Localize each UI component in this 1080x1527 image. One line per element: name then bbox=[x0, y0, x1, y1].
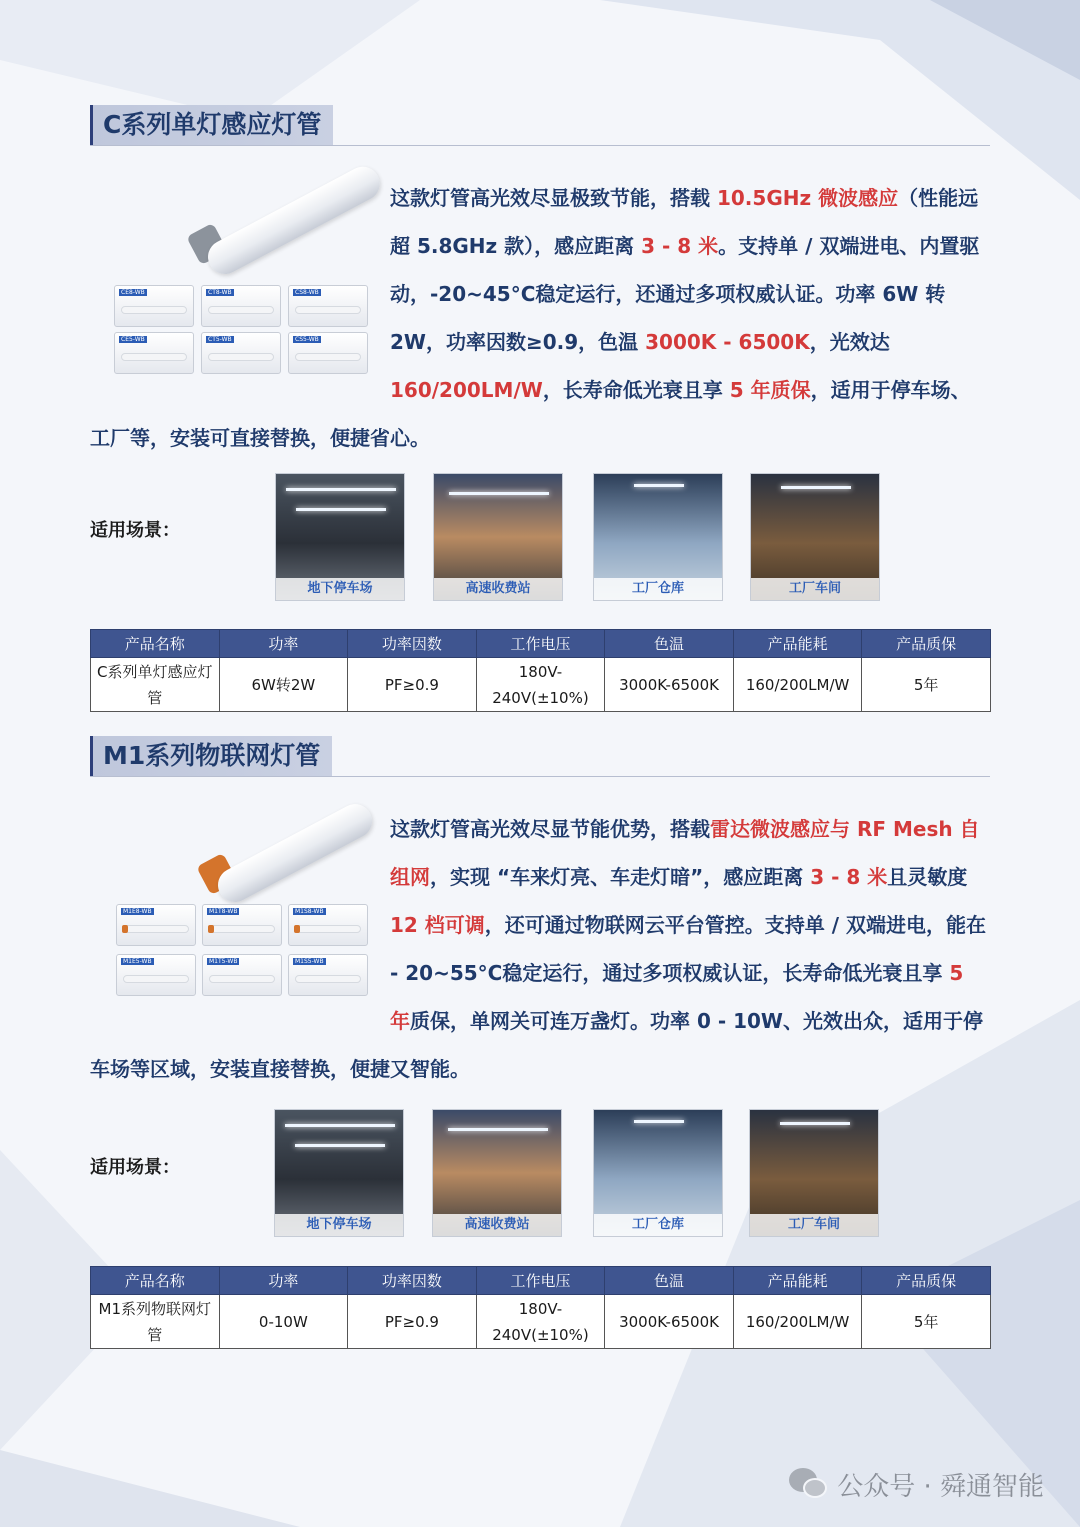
body-text: （性能远超 5.8GHz 款），感应距离 bbox=[390, 186, 979, 258]
highlight-text: 3 - 8 米 bbox=[810, 865, 888, 889]
highlight-text: 160/200LM/W bbox=[390, 378, 543, 402]
body-text: 质保，单网关可连万盏灯。功率 0 - 10W、光效出众，适用于停车场等区域，安装直接替换，便捷又智能。 bbox=[90, 1009, 983, 1081]
section-divider bbox=[90, 145, 990, 146]
highlight-text: 10.5GHz 微波感应 bbox=[716, 186, 899, 210]
scene-image-parking: 地下停车场 bbox=[274, 1109, 404, 1237]
body-text: 这款灯管高光效尽显极致节能，搭载 bbox=[390, 186, 717, 210]
body-text: ，长寿命低光衰且享 bbox=[542, 378, 730, 402]
spec-table-m1-series bbox=[90, 1266, 991, 1349]
scene-label: 适用场景： bbox=[90, 520, 180, 541]
product-description-m1-series bbox=[90, 805, 990, 1093]
body-text: ，适用于停车场、工厂等，安装可直接替换，便捷省心。 bbox=[90, 378, 971, 450]
scene-image-warehouse: 工厂仓库 bbox=[593, 1109, 723, 1237]
table-row: M1系列物联网灯管 0-10W PF≥0.9 180V-240V(±10%) 3000K-6500K 160/200LM/W 5年 bbox=[91, 1295, 991, 1349]
body-text: ，实现 “车来灯亮、车走灯暗”，感应距离 bbox=[430, 865, 811, 889]
highlight-text: 3000K - 6500K bbox=[645, 330, 810, 354]
body-text: ，光效达 bbox=[809, 330, 890, 354]
scene-image-tollbooth: 高速收费站 bbox=[433, 473, 563, 601]
body-text: 这款灯管高光效尽显节能优势，搭载 bbox=[390, 817, 710, 841]
table-header-row: 产品名称 功率 功率因数 工作电压 色温 产品能耗 产品质保 bbox=[91, 1267, 991, 1295]
scene-image-workshop: 工厂车间 bbox=[749, 1109, 879, 1237]
scene-image-warehouse: 工厂仓库 bbox=[593, 473, 723, 601]
table-row: C系列单灯感应灯管 6W转2W PF≥0.9 180V-240V(±10%) 3000K-6500K 160/200LM/W 5年 bbox=[91, 658, 991, 712]
highlight-text: 12 档可调 bbox=[390, 913, 485, 937]
section-title-m1-series: M1系列物联网灯管 bbox=[90, 736, 332, 776]
scene-image-parking: 地下停车场 bbox=[275, 473, 405, 601]
scene-image-workshop: 工厂车间 bbox=[750, 473, 880, 601]
scene-image-tollbooth: 高速收费站 bbox=[432, 1109, 562, 1237]
wechat-icon bbox=[789, 1468, 829, 1502]
highlight-text: 5 年质保 bbox=[729, 378, 811, 402]
highlight-text: 3 - 8 米 bbox=[641, 234, 719, 258]
body-text: 且灵敏度 bbox=[887, 865, 968, 889]
product-image-m1-series: M1E8-WB M1T8-WB M1S8-WB M1E5-WB M1T5-WB M1S5-WB bbox=[110, 800, 380, 1010]
highlight-text: 雷达微波感应与 RF Mesh 自组网 bbox=[390, 817, 980, 889]
spec-table-c-series bbox=[90, 629, 991, 712]
footer-text: 公众号 · 舜通智能 bbox=[837, 1472, 1044, 1502]
product-image-c-series: CE8-WB CT8-WB CS8-WB CE5-WB CT5-WB CS5-WB bbox=[110, 170, 380, 380]
section-divider bbox=[90, 776, 990, 777]
product-description-c-series bbox=[90, 174, 990, 462]
footer-watermark bbox=[789, 1466, 1044, 1503]
scene-label: 适用场景： bbox=[90, 1157, 180, 1178]
section-title-c-series: C系列单灯感应灯管 bbox=[90, 105, 333, 145]
body-text: ，还可通过物联网云平台管控。支持单 / 双端进电，能在 - 20~55°C稳定运行，通过多项权威认证，长寿命低光衰且享 bbox=[390, 913, 987, 985]
body-text: 。支持单 / 双端进电、内置驱动，-20~45°C稳定运行，还通过多项权威认证。功率 6W 转 2W，功率因数≥0.9，色温 bbox=[390, 234, 980, 354]
highlight-text: 5 年 bbox=[390, 961, 964, 1033]
table-header-row: 产品名称 功率 功率因数 工作电压 色温 产品能耗 产品质保 bbox=[91, 630, 991, 658]
